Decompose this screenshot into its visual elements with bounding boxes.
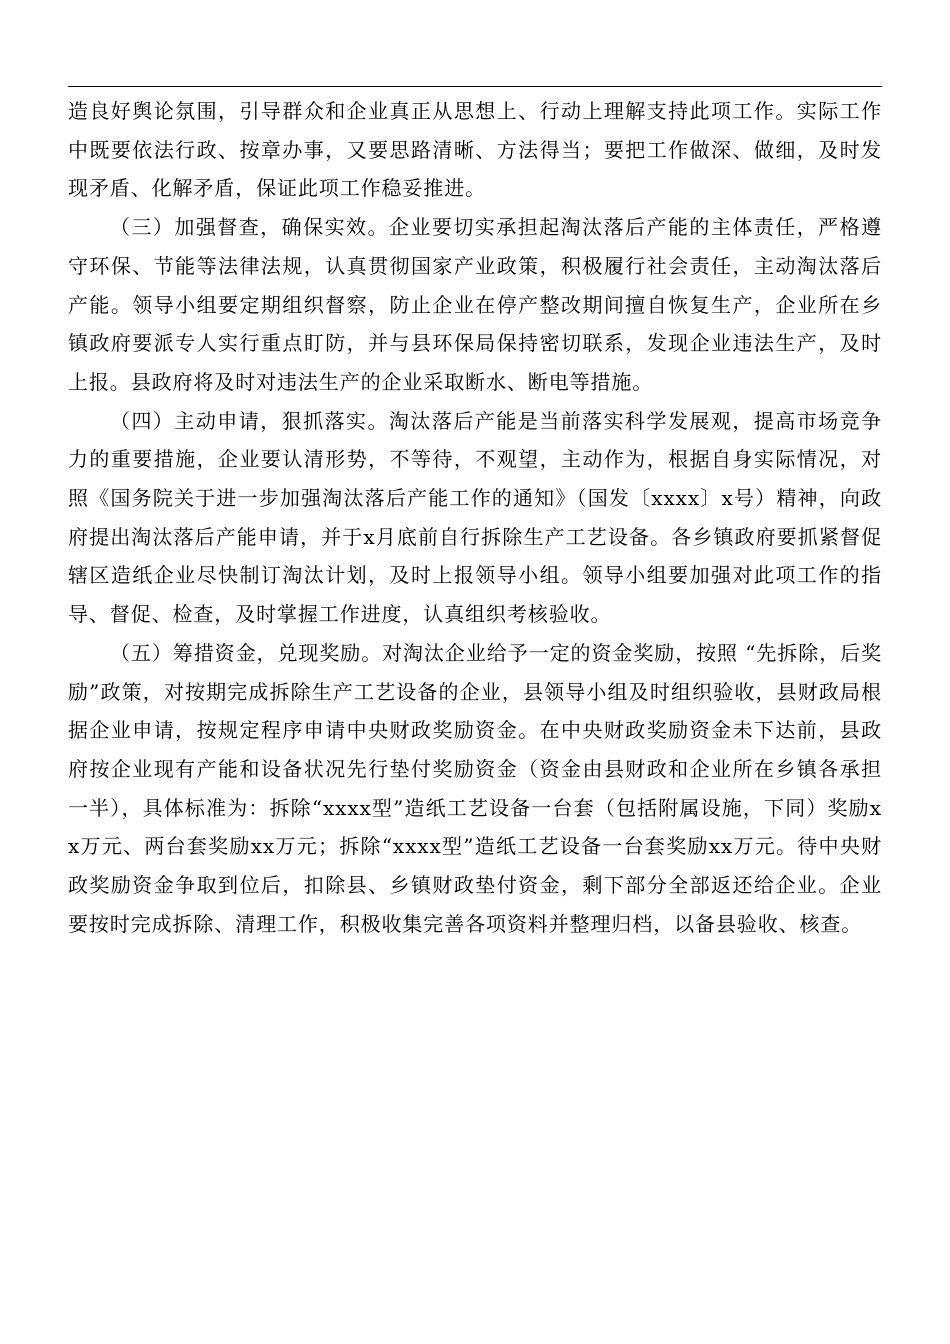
paragraph-continuation: 造良好舆论氛围，引导群众和企业真正从思想上、行动上理解支持此项工作。实际工作中既要依法行政、按章办事，又要思路清晰、方法得当；要把工作做深、做细，及时发现矛盾、化解矛盾，保证此项工作稳妥推进。 [68,99,882,201]
paragraph-application: （四）主动申请，狠抓落实。淘汰落后产能是当前落实科学发展观，提高市场竞争力的重要措施，企业要认清形势，不等待，不观望，主动作为，根据自身实际情况，对照《国务院关于进一步加强淘汰落后产能工作的通知》（国发〔xxxx〕x号）精神，向政府提出淘汰落后产能申请，并于x月底前自行拆除生产工艺设备。各乡镇政府要抓紧督促辖区造纸企业尽快制订淘汰计划，及时上报领导小组。领导小组要加强对此项工作的指导、督促、检查，及时掌握工作进度，认真组织考核验收。 [68,408,882,627]
paragraph-supervision: （三）加强督查，确保实效。企业要切实承担起淘汰落后产能的主体责任，严格遵守环保、节能等法律法规，认真贯彻国家产业政策，积极履行社会责任，主动淘汰落后产能。领导小组要定期组织督察，防止企业在停产整改期间擅自恢复生产，企业所在乡镇政府要派专人实行重点盯防，并与县环保局保持密切联系，发现企业违法生产，及时上报。县政府将及时对违法生产的企业采取断水、断电等措施。 [68,215,882,394]
document-body [68,92,882,943]
paragraph-funding: （五）筹措资金，兑现奖励。对淘汰企业给予一定的资金奖励，按照 “先拆除，后奖励”政策，对按期完成拆除生产工艺设备的企业，县领导小组及时组织验收，县财政局根据企业申请，按规定程序申请中央财政奖励资金。在中央财政奖励资金未下达前，县政府按企业现有产能和设备状况先行垫付奖励资金（资金由县财政和企业所在乡镇各承担一半），具体标准为：拆除“xxxx型”造纸工艺设备一台套（包括附属设施，下同）奖励xx万元、两台套奖励xx万元；拆除“xxxx型”造纸工艺设备一台套奖励xx万元。待中央财政奖励资金争取到位后，扣除县、乡镇财政垫付资金，剩下部分全部返还给企业。企业要按时完成拆除、清理工作，积极收集完善各项资料并整理归档，以备县验收、核查。 [68,640,882,936]
header-rule [68,86,882,87]
